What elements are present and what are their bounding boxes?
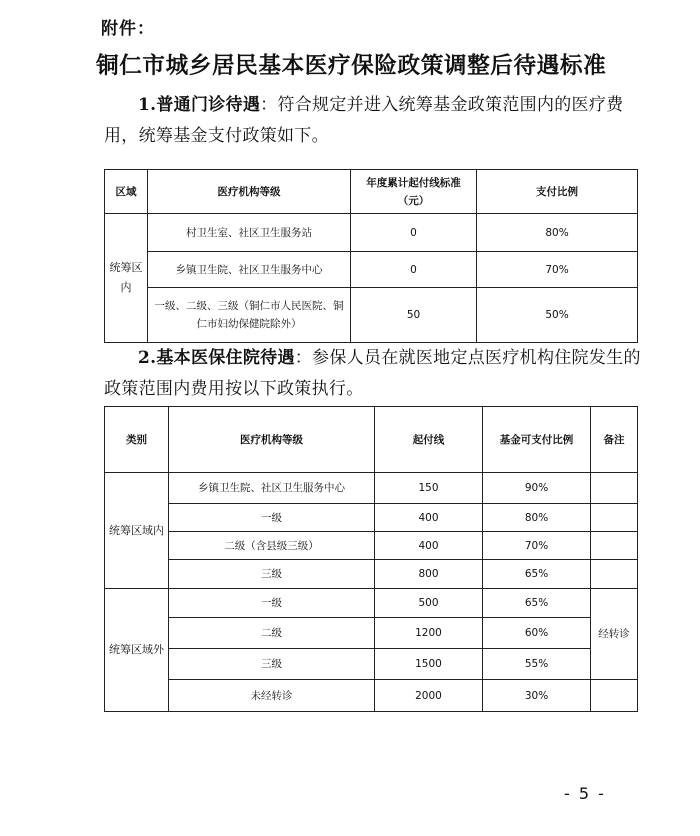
table-cell: 一级、二级、三级（铜仁市人民医院、铜仁市妇幼保健院除外） — [148, 288, 351, 343]
header-cell: 区域 — [105, 170, 148, 214]
header-cell: 年度累计起付线标准（元） — [351, 170, 477, 214]
table-cell: 0 — [351, 252, 477, 288]
table-cell: 80% — [477, 214, 638, 252]
table-cell: 65% — [483, 589, 591, 618]
section2-paragraph — [104, 343, 644, 405]
section1-paragraph — [104, 90, 644, 152]
table-cell: 2000 — [375, 680, 483, 712]
table-cell: 50 — [351, 288, 477, 343]
table-cell: 未经转诊 — [169, 680, 375, 712]
table-cell: 400 — [375, 504, 483, 532]
header-cell: 基金可支付比例 — [483, 407, 591, 473]
table-row — [105, 473, 638, 504]
table-cell: 一级 — [169, 504, 375, 532]
region-cell: 统筹区域内 — [105, 473, 169, 589]
header-cell: 医疗机构等级 — [169, 407, 375, 473]
table-cell: 80% — [483, 504, 591, 532]
table-row — [105, 560, 638, 589]
table-cell: 三级 — [169, 560, 375, 589]
header-cell: 类别 — [105, 407, 169, 473]
table-row — [105, 589, 638, 618]
table-cell: 90% — [483, 473, 591, 504]
table-cell: 乡镇卫生院、社区卫生服务中心 — [169, 473, 375, 504]
table-cell: 三级 — [169, 649, 375, 680]
table-header-row — [105, 407, 638, 473]
table-header-row — [105, 170, 638, 214]
section2-heading: 2.基本医保住院待遇 — [138, 348, 295, 368]
header-cell: 起付线 — [375, 407, 483, 473]
document-title: 铜仁市城乡居民基本医疗保险政策调整后待遇标准 — [96, 53, 607, 79]
section1-text: ：符合规定并进入统筹基金政策范围内的医疗费用，统筹基金支付政策如下。 — [104, 95, 624, 146]
note-cell — [591, 680, 638, 712]
table-cell: 30% — [483, 680, 591, 712]
table-row — [105, 618, 638, 649]
inpatient-table — [104, 406, 638, 712]
note-cell — [591, 473, 638, 504]
table-cell: 0 — [351, 214, 477, 252]
region-cell: 统筹区内 — [105, 214, 148, 343]
table-row — [105, 214, 638, 252]
header-cell: 备注 — [591, 407, 638, 473]
table-cell: 400 — [375, 532, 483, 560]
section1-heading: 1.普通门诊待遇 — [138, 95, 261, 115]
table-row — [105, 532, 638, 560]
table-cell: 乡镇卫生院、社区卫生服务中心 — [148, 252, 351, 288]
table-cell: 70% — [483, 532, 591, 560]
page-number: - 5 - — [564, 784, 606, 803]
header-cell: 医疗机构等级 — [148, 170, 351, 214]
note-transfer-cell: 经转诊 — [591, 589, 638, 680]
table-cell: 一级 — [169, 589, 375, 618]
table-cell: 60% — [483, 618, 591, 649]
table-row — [105, 680, 638, 712]
table-cell: 800 — [375, 560, 483, 589]
table-cell: 70% — [477, 252, 638, 288]
attachment-label: 附件： — [101, 19, 155, 39]
region-cell: 统筹区域外 — [105, 589, 169, 712]
table-row — [105, 252, 638, 288]
note-cell — [591, 560, 638, 589]
table-cell: 村卫生室、社区卫生服务站 — [148, 214, 351, 252]
table-row — [105, 504, 638, 532]
table-cell: 二级 — [169, 618, 375, 649]
table-cell: 150 — [375, 473, 483, 504]
header-cell: 支付比例 — [477, 170, 638, 214]
outpatient-table — [104, 169, 638, 343]
table-cell: 65% — [483, 560, 591, 589]
table-row — [105, 649, 638, 680]
table-cell: 1500 — [375, 649, 483, 680]
table-cell: 二级（含县级三级） — [169, 532, 375, 560]
section2-text: ：参保人员在就医地定点医疗机构住院发生的政策范围内费用按以下政策执行。 — [104, 348, 641, 399]
table-cell: 55% — [483, 649, 591, 680]
table-cell: 50% — [477, 288, 638, 343]
note-cell — [591, 504, 638, 532]
note-cell — [591, 532, 638, 560]
table-cell: 1200 — [375, 618, 483, 649]
table-row — [105, 288, 638, 343]
table-cell: 500 — [375, 589, 483, 618]
